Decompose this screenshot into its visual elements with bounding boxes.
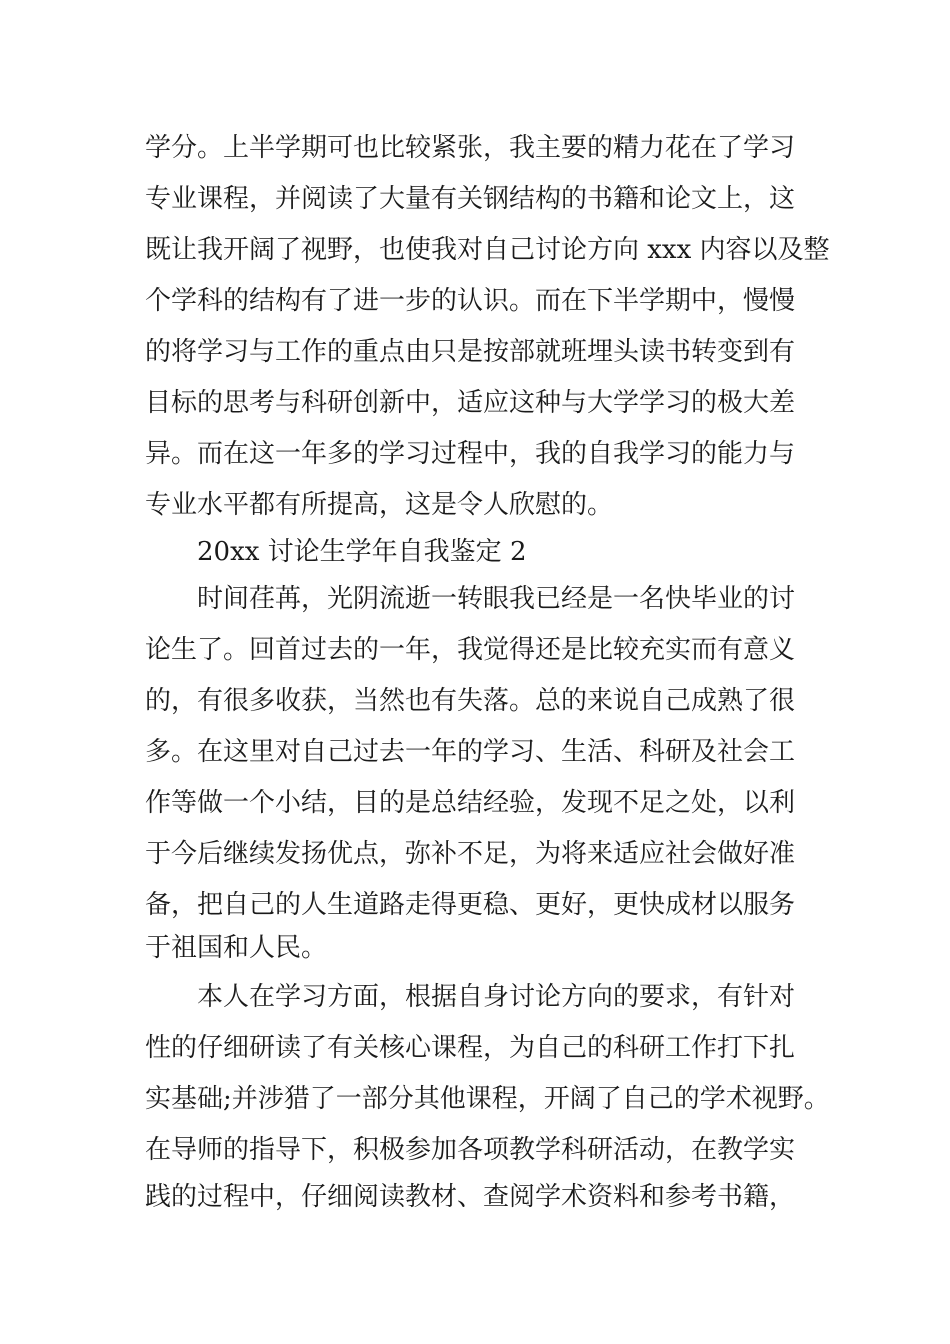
text-line: 的，有很多收获，当然也有失落。总的来说自己成熟了很 — [145, 686, 796, 716]
text-line: 异。而在这一年多的学习过程中，我的自我学习的能力与 — [145, 439, 796, 469]
text-line: 个学科的结构有了进一步的认识。而在下半学期中，慢慢 — [145, 286, 796, 316]
text-line: 于祖国和人民。 — [145, 933, 328, 963]
text-line: 时间荏苒，光阴流逝一转眼我已经是一名快毕业的讨 — [197, 584, 796, 614]
text-line: 既让我开阔了视野，也使我对自己讨论方向 xxx 内容以及整 — [145, 235, 830, 265]
text-line: 在导师的指导下，积极参加各项教学科研活动，在教学实 — [145, 1135, 796, 1165]
text-line: 专业课程，并阅读了大量有关钢结构的书籍和论文上，这 — [145, 184, 796, 214]
text-line: 的将学习与工作的重点由只是按部就班埋头读书转变到有 — [145, 337, 796, 367]
text-line: 论生了。回首过去的一年，我觉得还是比较充实而有意义 — [145, 635, 796, 665]
text-line: 目标的思考与科研创新中，适应这种与大学学习的极大差 — [145, 388, 796, 418]
text-line: 作等做一个小结，目的是总结经验，发现不足之处，以利 — [145, 788, 796, 818]
text-line: 备，把自己的人生道路走得更稳、更好，更快成材以服务 — [145, 890, 796, 920]
text-line: 于今后继续发扬优点，弥补不足，为将来适应社会做好准 — [145, 839, 796, 869]
text-line: 专业水平都有所提高，这是令人欣慰的。 — [145, 490, 614, 520]
text-line: 实基础;并涉猎了一部分其他课程，开阔了自己的学术视野。 — [145, 1084, 830, 1114]
text-line: 践的过程中，仔细阅读教材、查阅学术资料和参考书籍， — [145, 1182, 796, 1212]
section-heading: 20xx 讨论生学年自我鉴定 2 — [197, 537, 527, 567]
text-line: 性的仔细研读了有关核心课程，为自己的科研工作打下扎 — [145, 1033, 796, 1063]
text-line: 学分。上半学期可也比较紧张，我主要的精力花在了学习 — [145, 133, 796, 163]
text-line: 本人在学习方面，根据自身讨论方向的要求，有针对 — [197, 982, 796, 1012]
text-line: 多。在这里对自己过去一年的学习、生活、科研及社会工 — [145, 737, 796, 767]
